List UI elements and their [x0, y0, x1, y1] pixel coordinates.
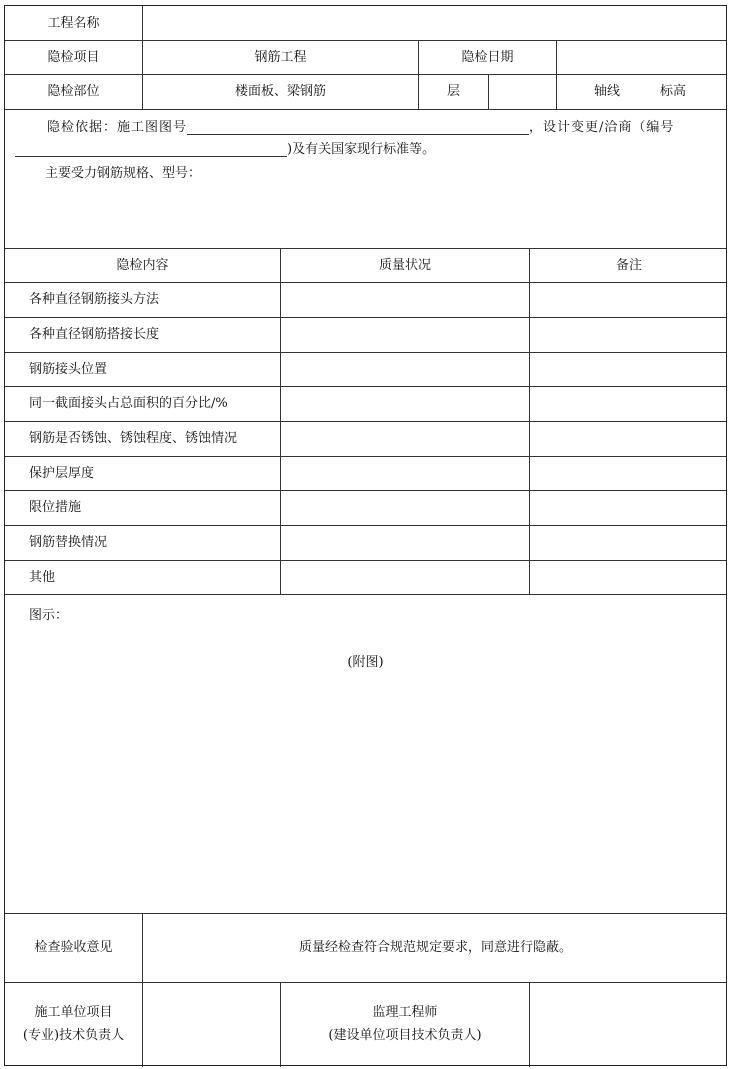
column-header-remark: 备注 — [615, 257, 642, 273]
divider — [280, 248, 281, 594]
axis-label: 轴线 — [593, 84, 620, 99]
elevation-label: 标高 — [659, 84, 686, 99]
table-row-content: 其他 — [29, 569, 56, 585]
supervisor-label — [281, 982, 529, 1067]
construction-lead-signature[interactable] — [143, 982, 280, 1067]
inspection-item-label: 隐检项目 — [47, 49, 100, 65]
floor-value[interactable] — [489, 74, 556, 109]
basis-suffix: )及有关国家现行标准等。 — [287, 142, 436, 157]
inspection-date-value[interactable] — [557, 40, 728, 74]
drawing-number-field[interactable] — [187, 122, 529, 135]
basis-prefix: 隐检依据：施工图图号 — [47, 120, 188, 135]
inspection-location-label: 隐检部位 — [47, 84, 100, 99]
supervisor-line-2: (建设单位项目技术负责人) — [328, 1027, 482, 1043]
project-name-label: 工程名称 — [47, 15, 100, 31]
basis-middle: ，设计变更/洽商（编号 — [529, 120, 675, 135]
table-row-content: 钢筋是否锈蚀、锈蚀程度、锈蚀情况 — [29, 431, 238, 446]
rebar-spec-label: 主要受力钢筋规格、型号： — [45, 166, 202, 181]
basis-line-1 — [47, 116, 674, 135]
divider — [529, 248, 530, 594]
divider — [5, 594, 726, 595]
column-header-status: 质量状况 — [378, 257, 431, 273]
table-row-content: 保护层厚度 — [29, 465, 95, 481]
supervisor-line-1: 监理工程师 — [372, 1004, 438, 1020]
project-name-value[interactable] — [143, 6, 728, 40]
construction-lead-label — [5, 982, 142, 1067]
inspection-opinion-label: 检查验收意见 — [34, 940, 113, 955]
change-number-field[interactable] — [15, 144, 287, 157]
supervisor-signature[interactable] — [530, 982, 728, 1067]
inspection-location-value[interactable]: 楼面板、梁钢筋 — [234, 84, 326, 99]
table-row-content: 各种直径钢筋搭接长度 — [29, 327, 160, 342]
table-row-content: 钢筋接头位置 — [29, 361, 108, 377]
basis-line-2 — [15, 138, 435, 157]
divider — [5, 109, 726, 110]
inspection-form — [4, 5, 727, 1066]
diagram-label: 图示： — [29, 608, 69, 623]
table-row-content: 各种直径钢筋接头方法 — [29, 292, 160, 307]
construction-lead-line-1: 施工单位项目 — [34, 1004, 113, 1020]
column-header-content: 隐检内容 — [116, 257, 169, 273]
table-row-content: 钢筋替换情况 — [29, 535, 108, 550]
table-row-content: 限位措施 — [29, 500, 82, 515]
table-row-content: 同一截面接头占总面积的百分比/% — [29, 396, 228, 411]
inspection-item-value[interactable]: 钢筋工程 — [254, 49, 307, 65]
construction-lead-line-2: (专业)技术负责人 — [22, 1027, 125, 1043]
floor-label: 层 — [446, 84, 460, 99]
inspection-date-label: 隐检日期 — [461, 49, 514, 65]
inspection-opinion-text: 质量经检查符合规范规定要求，同意进行隐蔽。 — [298, 940, 572, 955]
attachment-note: (附图) — [347, 655, 384, 670]
